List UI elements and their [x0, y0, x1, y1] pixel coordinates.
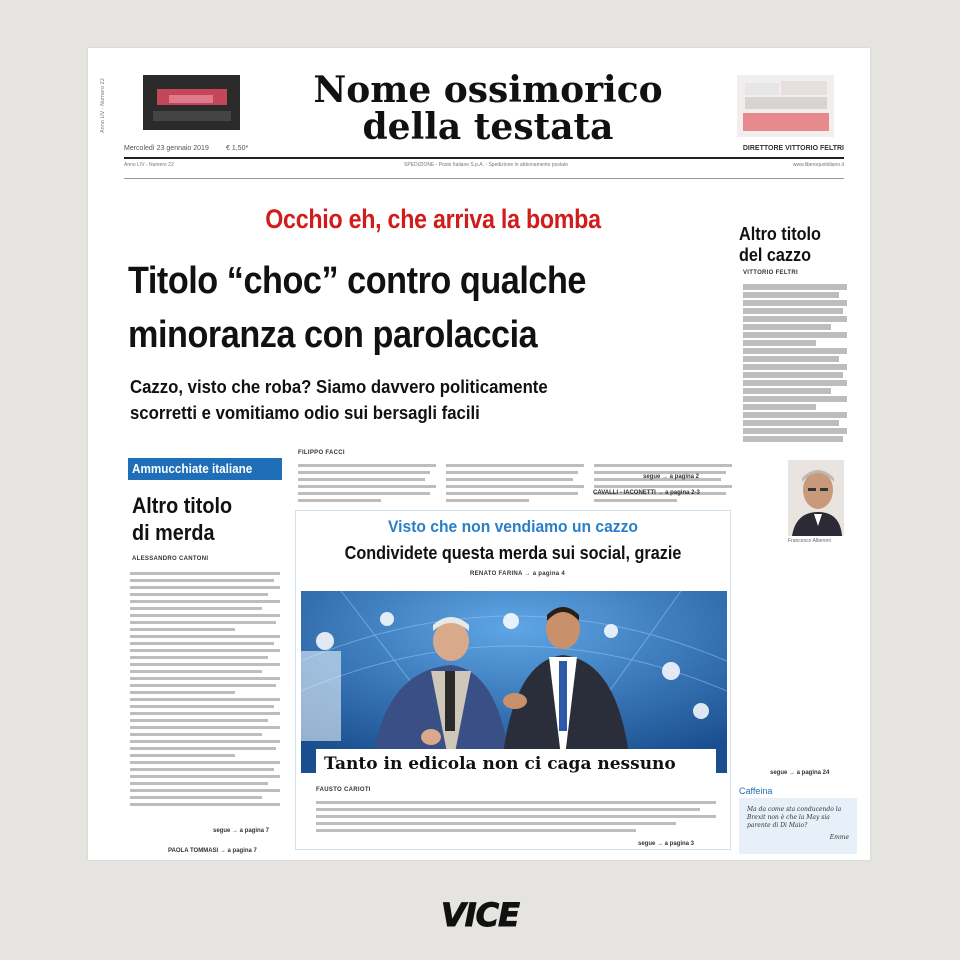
text-line — [130, 705, 274, 708]
text-line — [743, 348, 847, 354]
caffeina-label: Caffeina — [739, 786, 773, 796]
text-line — [316, 808, 700, 811]
mid-text-column — [446, 464, 584, 506]
text-line — [130, 782, 268, 785]
text-line — [446, 471, 578, 474]
pixelated-logo-right — [737, 75, 834, 137]
news-photo — [301, 591, 727, 773]
mid-text-column — [594, 464, 732, 506]
fine-print-vertical: Anno LIV - Numero 22 — [100, 78, 106, 133]
text-line — [130, 670, 262, 673]
front-headline — [128, 254, 704, 362]
feature-box — [295, 510, 731, 850]
text-line — [316, 822, 676, 825]
text-line — [130, 754, 235, 757]
date-line: Mercoledì 23 gennaio 2019 — [124, 145, 209, 152]
text-line — [743, 372, 843, 378]
text-line — [130, 642, 274, 645]
text-line — [743, 420, 839, 426]
price: € 1,50* — [226, 145, 249, 152]
portrait-caption: Francesco Alberoni — [788, 538, 831, 544]
text-line — [130, 712, 280, 715]
side-fine-print — [100, 78, 110, 198]
mid-segue: segue → a pagina 2 — [643, 474, 700, 480]
box-byline-2: FAUSTO CARIOTI — [316, 787, 371, 793]
text-line — [130, 628, 235, 631]
subhead-line-1: Cazzo, visto che roba? Siamo davvero politicamente — [130, 377, 548, 397]
side-title-line-1: Altro titolo — [739, 224, 821, 244]
text-line — [130, 733, 262, 736]
text-line — [130, 593, 268, 596]
text-line — [298, 478, 425, 481]
text-line — [743, 308, 843, 314]
text-line — [594, 499, 677, 502]
text-line — [130, 663, 280, 666]
text-line — [130, 726, 280, 729]
text-line — [130, 586, 280, 589]
logo-pixel — [745, 97, 827, 109]
text-line — [130, 719, 268, 722]
text-line — [130, 579, 274, 582]
mid-text-column — [298, 464, 436, 506]
subhead-line-2: scorretti e vomitiamo odio sui bersagli facili — [130, 403, 480, 423]
left-title-line-2: di merda — [132, 520, 215, 545]
meta-row — [124, 145, 844, 155]
left-article-title — [132, 492, 267, 546]
text-line — [298, 492, 430, 495]
box-kicker: Visto che non vendiamo un cazzo — [387, 517, 638, 536]
left-article-body — [130, 572, 280, 810]
left-segue: segue → a pagina 7 — [213, 828, 270, 834]
section-tag-label: Ammucchiate italiane — [132, 461, 253, 476]
text-line — [130, 789, 280, 792]
text-line — [743, 388, 831, 394]
text-line — [594, 485, 732, 488]
front-subhead — [130, 374, 725, 426]
text-line — [446, 485, 584, 488]
portrait-illustration — [788, 460, 844, 536]
text-line — [446, 492, 578, 495]
director: DIRETTORE VITTORIO FELTRI — [742, 145, 844, 152]
text-line — [743, 332, 847, 338]
header-rule — [124, 178, 844, 179]
text-line — [130, 747, 276, 750]
text-line — [130, 621, 276, 624]
headline-line-1: Titolo “choc” contro qualche — [128, 260, 587, 302]
text-line — [130, 684, 276, 687]
text-line — [130, 649, 280, 652]
text-line — [743, 316, 847, 322]
text-line — [298, 485, 436, 488]
box-title: Condividete questa merda sui social, grazie — [344, 543, 682, 563]
left-title-line-1: Altro titolo — [132, 493, 233, 518]
text-line — [130, 691, 235, 694]
headline-line-2: minoranza con parolaccia — [128, 314, 538, 356]
text-line — [316, 801, 716, 804]
text-line — [743, 356, 839, 362]
vice-logo — [415, 895, 545, 935]
text-line — [130, 775, 280, 778]
text-line — [130, 698, 280, 701]
front-kicker: Occhio eh, che arriva la bomba — [265, 204, 601, 234]
text-line — [298, 471, 430, 474]
portrait-photo — [788, 460, 844, 536]
section-tag — [128, 458, 282, 480]
mid-article-body — [298, 464, 748, 508]
postal-fine-print: SPEDIZIONE - Poste Italiane S.p.A. - Spedizione in abbonamento postale — [404, 162, 568, 168]
text-line — [743, 340, 816, 346]
text-line — [298, 464, 436, 467]
text-line — [130, 614, 280, 617]
photo-caption: Tanto in edicola non ci caga nessuno — [316, 749, 716, 779]
text-line — [130, 677, 280, 680]
text-line — [130, 803, 280, 806]
text-line — [446, 499, 529, 502]
masthead-rule — [124, 157, 844, 159]
text-line — [743, 364, 847, 370]
masthead-line-2: della testata — [362, 106, 614, 148]
mid-ref: CAVALLI - IACONETTI → a pagina 2-3 — [593, 490, 700, 496]
text-line — [743, 436, 843, 442]
side-article-title — [739, 224, 847, 266]
box-article-body — [316, 801, 716, 836]
photo-illustration — [301, 591, 727, 773]
text-line — [743, 404, 816, 410]
box-byline: RENATO FARINA → a pagina 4 — [470, 571, 566, 577]
text-line — [743, 300, 847, 306]
masthead — [248, 69, 728, 148]
caffeina-text: Ma da come sta conducendo la Brexit non è che la May sia parente di Di Maio? — [747, 806, 842, 829]
text-line — [130, 740, 280, 743]
side-segue: segue → a pagina 24 — [770, 770, 830, 776]
text-line — [446, 464, 584, 467]
text-line — [130, 635, 280, 638]
text-line — [446, 478, 573, 481]
side-byline: VITTORIO FELTRI — [743, 270, 798, 276]
logo-pixel — [781, 81, 827, 95]
text-line — [130, 796, 262, 799]
left-byline: ALESSANDRO CANTONI — [132, 556, 209, 562]
mid-byline: FILIPPO FACCI — [298, 450, 345, 456]
box-segue: segue → a pagina 3 — [638, 841, 695, 847]
caffeina-sign: Emme — [829, 834, 849, 841]
text-line — [298, 499, 381, 502]
side-title-line-2: del cazzo — [739, 245, 812, 265]
meta-row-2 — [124, 162, 844, 176]
issue-number: Anno LIV - Numero 22 — [124, 162, 174, 168]
text-line — [130, 761, 280, 764]
text-line — [743, 428, 847, 434]
logo-pixel — [743, 113, 829, 131]
masthead-line-1: Nome ossimorico — [313, 69, 663, 111]
website: www.liberoquotidiano.it — [792, 162, 844, 168]
left-end-ref: PAOLA TOMMASI → a pagina 7 — [168, 848, 257, 854]
pixelated-logo-left — [143, 75, 240, 130]
caffeina-box — [739, 798, 857, 854]
logo-pixel — [745, 83, 779, 95]
vice-logo-text: VICE — [440, 896, 520, 934]
text-line — [130, 656, 268, 659]
text-line — [130, 572, 280, 575]
logo-pixel — [169, 95, 213, 103]
logo-pixel — [153, 111, 231, 121]
text-line — [130, 600, 280, 603]
text-line — [743, 380, 847, 386]
text-line — [316, 829, 636, 832]
text-line — [130, 768, 274, 771]
text-line — [316, 815, 716, 818]
text-line — [743, 292, 839, 298]
newspaper-front-page — [88, 48, 870, 860]
text-line — [130, 607, 262, 610]
text-line — [743, 412, 847, 418]
text-line — [743, 324, 831, 330]
text-line — [743, 284, 847, 290]
text-line — [743, 396, 847, 402]
text-line — [594, 464, 732, 467]
